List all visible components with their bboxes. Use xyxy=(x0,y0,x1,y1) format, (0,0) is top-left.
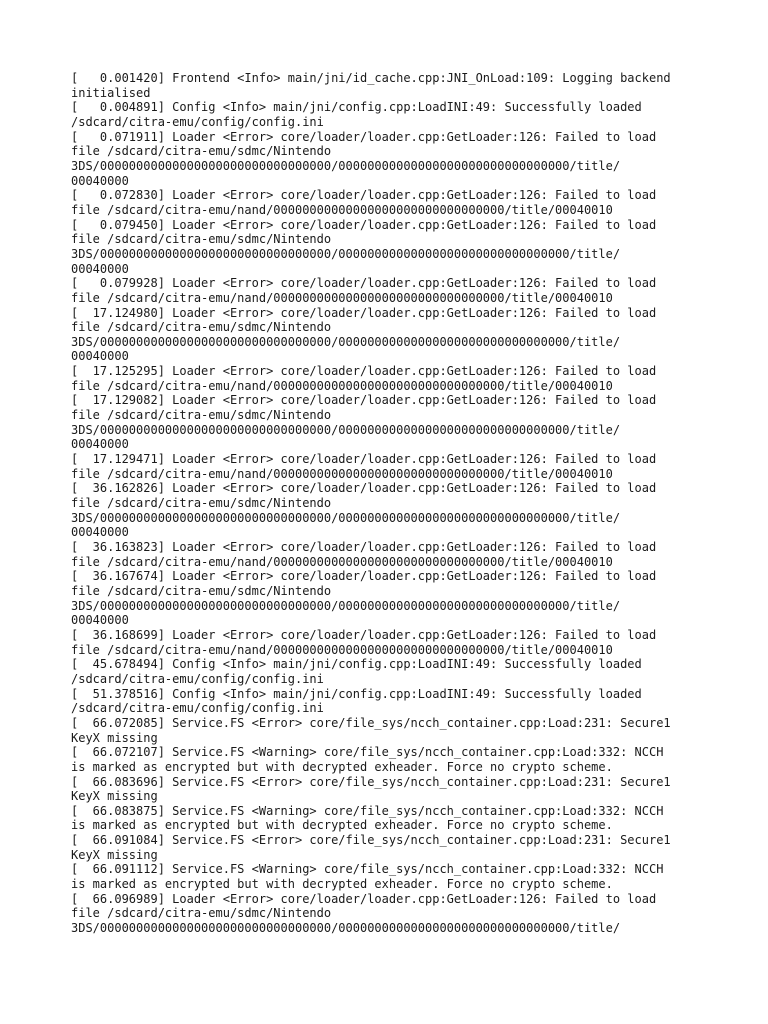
log-entry: [ 0.001420] Frontend <Info> main/jni/id_cache.cpp:JNI_OnLoad:109: Logging backend initialised xyxy=(71,71,671,100)
log-entry: [ 66.091112] Service.FS <Warning> core/file_sys/ncch_container.cpp:Load:332: NCCH is marked as encrypted but with decrypted exheader. Force no crypto scheme. xyxy=(71,862,664,892)
log-entry: [ 36.162826] Loader <Error> core/loader/loader.cpp:GetLoader:126: Failed to load file /sdcard/citra-emu/sdmc/Nintendo 3DS/00000000000000000000000000000000/00000000000000000000000000000000/title/ 00040000 xyxy=(71,481,657,540)
log-entry: [ 0.071911] Loader <Error> core/loader/loader.cpp:GetLoader:126: Failed to load file /sdcard/citra-emu/sdmc/Nintendo 3DS/00000000000000000000000000000000/00000000000000000000000000000000/title/ 00040000 xyxy=(71,129,657,188)
log-entry: [ 66.083696] Service.FS <Error> core/file_sys/ncch_container.cpp:Load:231: Secure1 KeyX missing xyxy=(71,774,671,804)
log-entry: [ 66.083875] Service.FS <Warning> core/file_sys/ncch_container.cpp:Load:332: NCCH is marked as encrypted but with decrypted exheader. Force no crypto scheme. xyxy=(71,803,664,833)
log-entry: [ 17.125295] Loader <Error> core/loader/loader.cpp:GetLoader:126: Failed to load file /sdcard/citra-emu/nand/00000000000000000000000000000000/title/00040010 xyxy=(71,364,657,393)
log-entry: [ 45.678494] Config <Info> main/jni/config.cpp:LoadINI:49: Successfully loaded /sdcard/citra-emu/config/config.ini xyxy=(71,657,642,686)
log-entry: [ 36.163823] Loader <Error> core/loader/loader.cpp:GetLoader:126: Failed to load file /sdcard/citra-emu/nand/00000000000000000000000000000000/title/00040010 xyxy=(71,540,657,569)
log-entry: [ 36.168699] Loader <Error> core/loader/loader.cpp:GetLoader:126: Failed to load file /sdcard/citra-emu/nand/00000000000000000000000000000000/title/00040010 xyxy=(71,627,657,657)
log-entry: [ 66.091084] Service.FS <Error> core/file_sys/ncch_container.cpp:Load:231: Secure1 KeyX missing xyxy=(71,833,671,862)
log-entry: [ 17.129471] Loader <Error> core/loader/loader.cpp:GetLoader:126: Failed to load file /sdcard/citra-emu/nand/00000000000000000000000000000000/title/00040010 xyxy=(71,452,657,481)
log-entry: [ 66.072085] Service.FS <Error> core/file_sys/ncch_container.cpp:Load:231: Secure1 KeyX missing xyxy=(71,715,671,745)
log-output xyxy=(71,71,751,936)
log-entry: [ 51.378516] Config <Info> main/jni/config.cpp:LoadINI:49: Successfully loaded /sdcard/citra-emu/config/config.ini xyxy=(71,686,642,716)
log-entry: [ 0.079928] Loader <Error> core/loader/loader.cpp:GetLoader:126: Failed to load file /sdcard/citra-emu/nand/00000000000000000000000000000000/title/00040010 xyxy=(71,276,657,305)
log-entry: [ 17.124980] Loader <Error> core/loader/loader.cpp:GetLoader:126: Failed to load file /sdcard/citra-emu/sdmc/Nintendo 3DS/00000000000000000000000000000000/00000000000000000000000000000000/title/ 00040000 xyxy=(71,305,657,364)
log-entry: [ 0.072830] Loader <Error> core/loader/loader.cpp:GetLoader:126: Failed to load file /sdcard/citra-emu/nand/00000000000000000000000000000000/title/00040010 xyxy=(71,188,657,217)
log-entry: [ 17.129082] Loader <Error> core/loader/loader.cpp:GetLoader:126: Failed to load file /sdcard/citra-emu/sdmc/Nintendo 3DS/00000000000000000000000000000000/00000000000000000000000000000000/title/ 00040000 xyxy=(71,393,657,452)
log-entry: [ 0.079450] Loader <Error> core/loader/loader.cpp:GetLoader:126: Failed to load file /sdcard/citra-emu/sdmc/Nintendo 3DS/00000000000000000000000000000000/00000000000000000000000000000000/title/ 00040000 xyxy=(71,217,657,276)
log-entry: [ 36.167674] Loader <Error> core/loader/loader.cpp:GetLoader:126: Failed to load file /sdcard/citra-emu/sdmc/Nintendo 3DS/00000000000000000000000000000000/00000000000000000000000000000000/title/ 00040000 xyxy=(71,569,657,628)
log-entry: [ 66.072107] Service.FS <Warning> core/file_sys/ncch_container.cpp:Load:332: NCCH is marked as encrypted but with decrypted exheader. Force no crypto scheme. xyxy=(71,745,664,774)
log-entry: [ 0.004891] Config <Info> main/jni/config.cpp:LoadINI:49: Successfully loaded /sdcard/citra-emu/config/config.ini xyxy=(71,100,642,129)
log-entry: [ 66.096989] Loader <Error> core/loader/loader.cpp:GetLoader:126: Failed to load file /sdcard/citra-emu/sdmc/Nintendo 3DS/00000000000000000000000000000000/00000000000000000000000000000000/title/ xyxy=(71,891,657,936)
